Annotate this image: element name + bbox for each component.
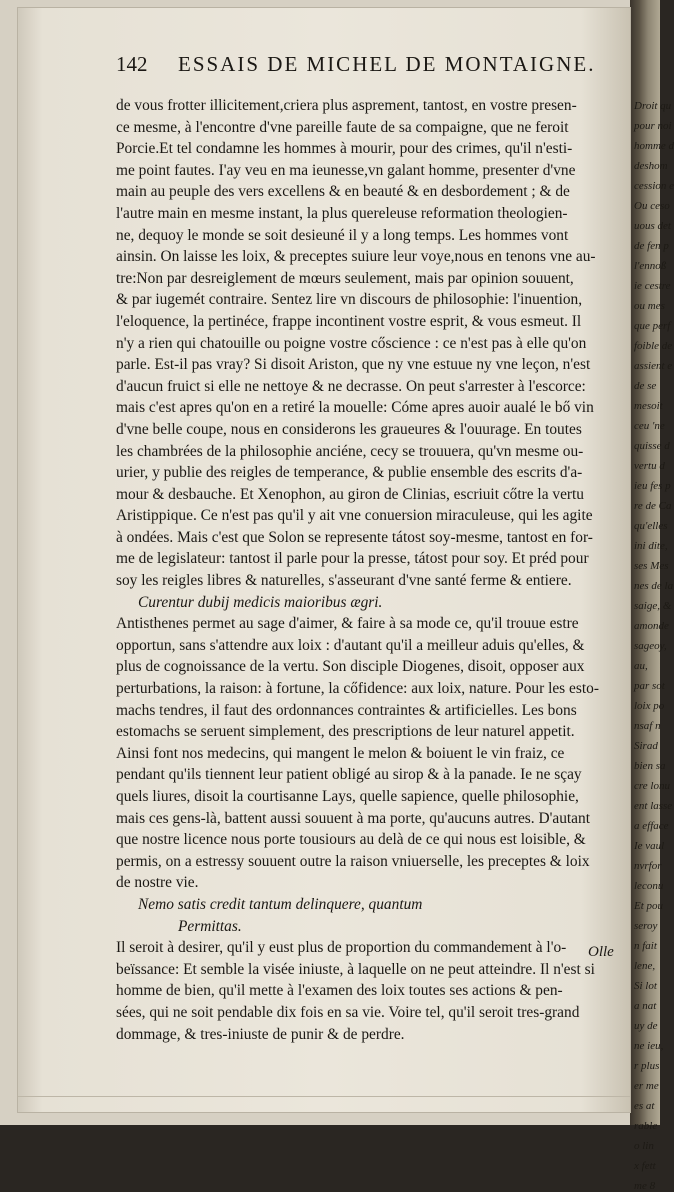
text-line: tre:Non par desreiglement de mœurs seulement, mais par opinion souuent, — [116, 269, 574, 287]
facing-page-fragment: a efface — [634, 820, 669, 832]
text-line: de nostre vie. — [116, 874, 199, 892]
text-line: mour & desbauche. Et Xenophon, au giron de Clinias, escriuit cőtre la vertu — [116, 485, 585, 503]
facing-page-fragment: Ou ceso — [634, 200, 670, 212]
facing-page-fragment: par sot — [634, 680, 665, 692]
facing-page-fragment: es at — [634, 1100, 655, 1112]
text-line: Aristippique. Ce n'est pas qu'il y ait vne conuersion miraculeuse, qui les agite — [116, 507, 593, 525]
facing-page-fragment: quisse d — [634, 440, 670, 452]
facing-page-fragment: rable — [634, 1120, 658, 1132]
text-line: main au peuple des vers excellens & en beauté & en desbordement ; & de — [116, 183, 570, 201]
latin-quotation-2a: Nemo satis credit tantum delinquere, quantum — [138, 895, 423, 913]
facing-page-fragment: nsaf n — [634, 720, 661, 732]
facing-page-fragment: me 8 — [634, 1180, 656, 1192]
latin-quotation-1: Curentur dubij medicis maioribus ægri. — [138, 593, 383, 611]
facing-page-fragment: de fen p — [634, 240, 669, 252]
text-line: les chambrées de la philosophie anciéne, cecy se trouuera, qu'vn mesme ou- — [116, 442, 584, 460]
facing-page-fragment: qu'elles — [634, 520, 668, 532]
facing-page-fragment: Et pou — [634, 900, 664, 912]
facing-page-fragment: ie cestre — [634, 280, 671, 292]
running-title: ESSAIS DE MICHEL DE MONTAIGNE. — [178, 52, 596, 76]
facing-page-fragment: saige, & — [634, 600, 672, 612]
text-line: de vous frotter illicitement,criera plus asprement, tantost, en vostre presen- — [116, 97, 577, 114]
facing-page-fragment: Droit qu — [634, 100, 672, 112]
text-line: & par iugemét contraire. Sentez lire vn discours de philosophie: l'inuention, — [116, 291, 583, 309]
text-line: n'y a rien qui chatouille ou poigne vostre cőscience : ce n'est pas à elle qu'on — [116, 334, 587, 352]
text-line: sées, qui ne soit pendable dix fois en sa vie. Voire tel, qu'il seroit tres-grand — [116, 1003, 580, 1021]
facing-page-fragment: cession e — [634, 180, 674, 192]
text-line: machs tendres, il faut des ordonnances contraintes & artificielles. Les bons — [116, 701, 577, 719]
text-line: Porcie.Et tel condamne les hommes à mourir, pour des crimes, qu'il n'esti- — [116, 140, 573, 158]
facing-page-fragment: mesoit — [634, 400, 663, 412]
text-line: parle. Est-il pas vray? Si disoit Ariston, que ny vne estuue ny vne leçon, n'est — [116, 356, 591, 374]
text-line: l'eloquence, la pertinéce, frappe incontinent vostre esprit, & vous esmeut. Il — [116, 312, 582, 330]
facing-page-fragment: nes de la — [634, 580, 674, 592]
paragraph-block-1 — [116, 95, 616, 592]
facing-page-fragment: ne ieu, — [634, 1040, 664, 1052]
facing-page-fragment: que perf — [634, 320, 671, 332]
catchword: Olle — [588, 944, 614, 960]
text-line: Ainsi font nos medecins, qui mangent le melon & boiuent le vin fraiz, ce — [116, 744, 565, 762]
facing-page-fragment: uy de — [634, 1020, 658, 1032]
facing-page-fragment: Sirad — [634, 740, 658, 752]
text-line: plus de cognoissance de la vertu. Son disciple Diogenes, disoit, opposer aux — [116, 658, 585, 676]
facing-page-fragment: bien sa — [634, 760, 666, 772]
latin-quotation-2b: Permittas. — [178, 917, 242, 935]
facing-page-fragment: foible de — [634, 340, 673, 352]
facing-page-fragment: homme d — [634, 140, 674, 152]
text-line: ce mesme, à l'encontre d'vne pareille faute de sa compaigne, que ne feroit — [116, 118, 569, 136]
facing-page-fragment: uous det — [634, 220, 671, 232]
facing-page-fragment: x fett — [634, 1160, 656, 1172]
text-line: l'autre main en mesme instant, la plus quereleuse reformation theologien- — [116, 204, 568, 222]
facing-page-fragment: ceu 'ne — [634, 420, 665, 432]
facing-page-fragment: sageoy, — [634, 640, 667, 652]
text-line: d'vne belle coupe, nous en considerons les graueures & l'ouurage. En toutes — [116, 420, 582, 438]
facing-page-fragment: cre lonu — [634, 780, 670, 792]
page-bottom-edge — [18, 1096, 630, 1097]
text-line: dommage, & tres-iniuste de punir & de perdre. — [116, 1025, 405, 1043]
facing-page-fragment: o lin — [634, 1140, 654, 1152]
text-line: estomachs se seruent simplement, des prescriptions de leur naturel appetit. — [116, 723, 575, 741]
text-line: soy les reigles libres & naturelles, s'asseurant d'vne santé ferme & entiere. — [116, 572, 572, 590]
text-line: opportun, sans s'attendre aux loix : d'autant qu'il a meilleur aduis qu'elles, & — [116, 636, 585, 654]
facing-page-fragment: Ie vaul — [634, 840, 665, 852]
facing-page-fragment: lene, — [634, 960, 656, 972]
text-line: perturbations, la raison: à fortune, la cőfidence: aux loix, nature. Pour les esto- — [116, 680, 599, 698]
facing-page-fragment: assient e — [634, 360, 673, 372]
facing-page-fragment: nvrfor — [634, 860, 662, 872]
facing-page-fragment: l'ennoß — [634, 260, 667, 272]
facing-page-fragment: n fait — [634, 940, 657, 952]
paragraph-block-2 — [116, 613, 616, 894]
facing-page-fragment: de se — [634, 380, 657, 392]
facing-page-edge — [630, 0, 674, 1192]
text-line: Antisthenes permet au sage d'aimer, & faire à sa mode ce, qu'il trouue estre — [116, 615, 579, 633]
facing-page-fragment: vertu d — [634, 460, 665, 472]
text-line: pendant qu'ils tiennent leur patient obligé au sirop & à la panade. Ie ne sçay — [116, 766, 582, 784]
facing-page-fragment: leconu — [634, 880, 664, 892]
text-line: permis, on a estressy souuent outre la raison vniuerselle, les preceptes & loix — [116, 852, 590, 870]
text-line: me point fautes. I'ay veu en ma ieunesse,vn galant homme, presenter d'vne — [116, 161, 576, 179]
facing-page-fragment: au, — [634, 660, 648, 672]
text-line: d'aucun fruict si elle ne nettoye & ne decrasse. On peut s'arrester à l'escorce: — [116, 377, 586, 395]
text-line: à ondées. Mais c'est que Solon se represente tátost soy-mesme, tantost en for- — [116, 528, 593, 546]
page-header — [116, 52, 616, 82]
text-line: beïssance: Et semble la visée iniuste, à laquelle on ne peut atteindre. Il n'est si — [116, 960, 595, 978]
folio-number: 142 — [116, 52, 148, 76]
facing-page-fragment: a nat — [634, 1000, 657, 1012]
facing-page-fragment: er me — [634, 1080, 659, 1092]
text-line: homme de bien, qu'il mette à l'examen des loix toutes ses actions & pen- — [116, 982, 563, 1000]
facing-page-fragment: re de Ca — [634, 500, 672, 512]
text-line: mais c'est apres qu'on en a retiré la mouelle: Cóme apres auoir aualé le bő vin — [116, 399, 594, 417]
text-line: me de legislateur: tantost il parle pour la presse, tátost pour soy. Et préd pour — [116, 550, 589, 568]
facing-page-fragment: amonde — [634, 620, 669, 632]
facing-page-fragment: ieu fes p — [634, 480, 671, 492]
text-line: mais ces gens-là, battent aussi souuent à ma porte, qu'aucuns autres. D'autant — [116, 809, 590, 827]
facing-page-fragment: ini dite, — [634, 540, 668, 552]
facing-page-fragment: r plus — [634, 1060, 660, 1072]
text-line: ne, dequoy le monde se soit desieuné il y a long temps. Les hommes vont — [116, 226, 569, 244]
page-body — [116, 95, 616, 1045]
facing-page-fragment: ou mes — [634, 300, 665, 312]
facing-page-fragment: ses Mes — [634, 560, 669, 572]
text-line: urier, y publie des reigles de temperance, & publie ensemble des escrits d'a- — [116, 464, 583, 482]
text-line: que nostre licence nous porte tousiours au delà de ce qui nous est loisible, & — [116, 831, 586, 849]
text-line: ainsin. On laisse les loix, & preceptes suiure leur voye,nous en tenons vne au- — [116, 248, 596, 266]
facing-page-fragment: ent lasse — [634, 800, 673, 812]
facing-page-fragment: seroy — [634, 920, 658, 932]
facing-page-fragment: Si lot — [634, 980, 657, 992]
facing-page-fragment: deshom — [634, 160, 668, 172]
text-line: Il seroit à desirer, qu'il y eust plus de proportion du commandement à l'o- — [116, 939, 567, 957]
facing-page-fragment: pour noi — [634, 120, 672, 132]
facing-page-fragment: loix po — [634, 700, 665, 712]
text-line: quels liures, disoit la courtisanne Lays, quelle sapience, quelle philosophie, — [116, 788, 579, 805]
paragraph-block-3 — [116, 937, 616, 1045]
